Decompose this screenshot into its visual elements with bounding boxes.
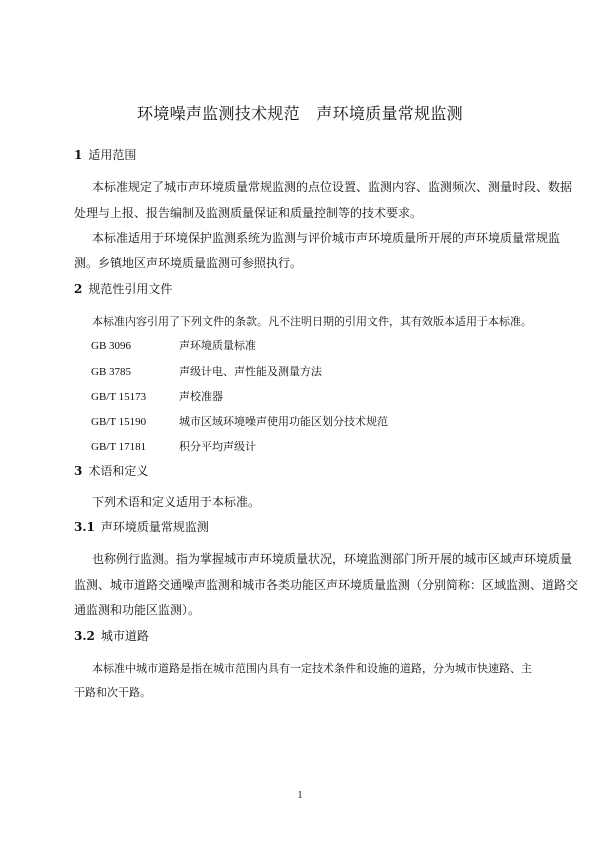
document-title: 环境噪声监测技术规范 声环境质量常规监测	[136, 104, 463, 123]
section-number: 1	[74, 148, 83, 162]
section-title: 声环境质量常规监测	[100, 520, 209, 534]
paragraph-line: 本标准内容引用了下列文件的条款。凡不注明日期的引用文件，其有效版本适用于本标准。	[92, 315, 532, 328]
paragraph-line: 本标准中城市道路是指在城市范围内具有一定技术条件和设施的道路，分为城市快速路、主	[92, 662, 532, 675]
section-1-heading	[74, 146, 136, 163]
reference-code: GB/T 17181	[91, 441, 147, 453]
paragraph-line: 通监测和功能区监测）。	[74, 603, 201, 617]
reference-name: 积分平均声级计	[179, 440, 256, 453]
paragraph-line: 干路和次干路。	[74, 686, 151, 699]
section-title: 适用范围	[88, 148, 137, 162]
page-number: 1	[297, 790, 303, 801]
reference-code: GB/T 15190	[91, 416, 147, 428]
reference-name: 声级计电、声性能及测量方法	[179, 365, 322, 378]
paragraph-line: 本标准适用于环境保护监测系统为监测与评价城市声环境质量所开展的声环境质量常规监	[92, 231, 561, 245]
section-number: 3	[74, 464, 83, 478]
reference-item	[91, 388, 223, 404]
reference-name: 声校准器	[179, 390, 223, 403]
section-title: 术语和定义	[88, 464, 149, 478]
section-3-heading	[74, 462, 148, 479]
reference-name: 城市区域环境噪声使用功能区划分技术规范	[179, 415, 388, 428]
paragraph-line: 测。乡镇地区声环境质量监测可参照执行。	[74, 256, 303, 270]
section-title: 城市道路	[100, 629, 149, 643]
reference-name: 声环境质量标准	[179, 339, 256, 352]
reference-item	[91, 438, 256, 454]
section-2-heading	[74, 280, 172, 297]
section-number: 3.2	[74, 629, 95, 643]
reference-code: GB 3785	[91, 366, 132, 378]
section-number: 2	[74, 282, 83, 296]
section-title: 规范性引用文件	[88, 282, 173, 296]
reference-item	[91, 337, 256, 353]
paragraph-line: 监测、城市道路交通噪声监测和城市各类功能区声环境质量监测（分别简称：区域监测、道路交	[74, 578, 579, 592]
section-3-2-heading	[74, 627, 149, 644]
reference-code: GB/T 15173	[91, 391, 147, 403]
paragraph-line: 本标准规定了城市声环境质量常规监测的点位设置、监测内容、监测频次、测量时段、数据	[92, 180, 573, 194]
reference-code: GB 3096	[91, 340, 132, 352]
section-number: 3.1	[74, 520, 95, 534]
reference-item	[91, 413, 388, 429]
paragraph-line: 处理与上报、报告编制及监测质量保证和质量控制等的技术要求。	[74, 206, 423, 220]
section-3-1-heading	[74, 518, 209, 535]
paragraph-line: 也称例行监测。指为掌握城市声环境质量状况，环境监测部门所开展的城市区域声环境质量	[92, 552, 573, 566]
reference-item	[91, 363, 322, 379]
paragraph-line: 下列术语和定义适用于本标准。	[92, 495, 261, 509]
